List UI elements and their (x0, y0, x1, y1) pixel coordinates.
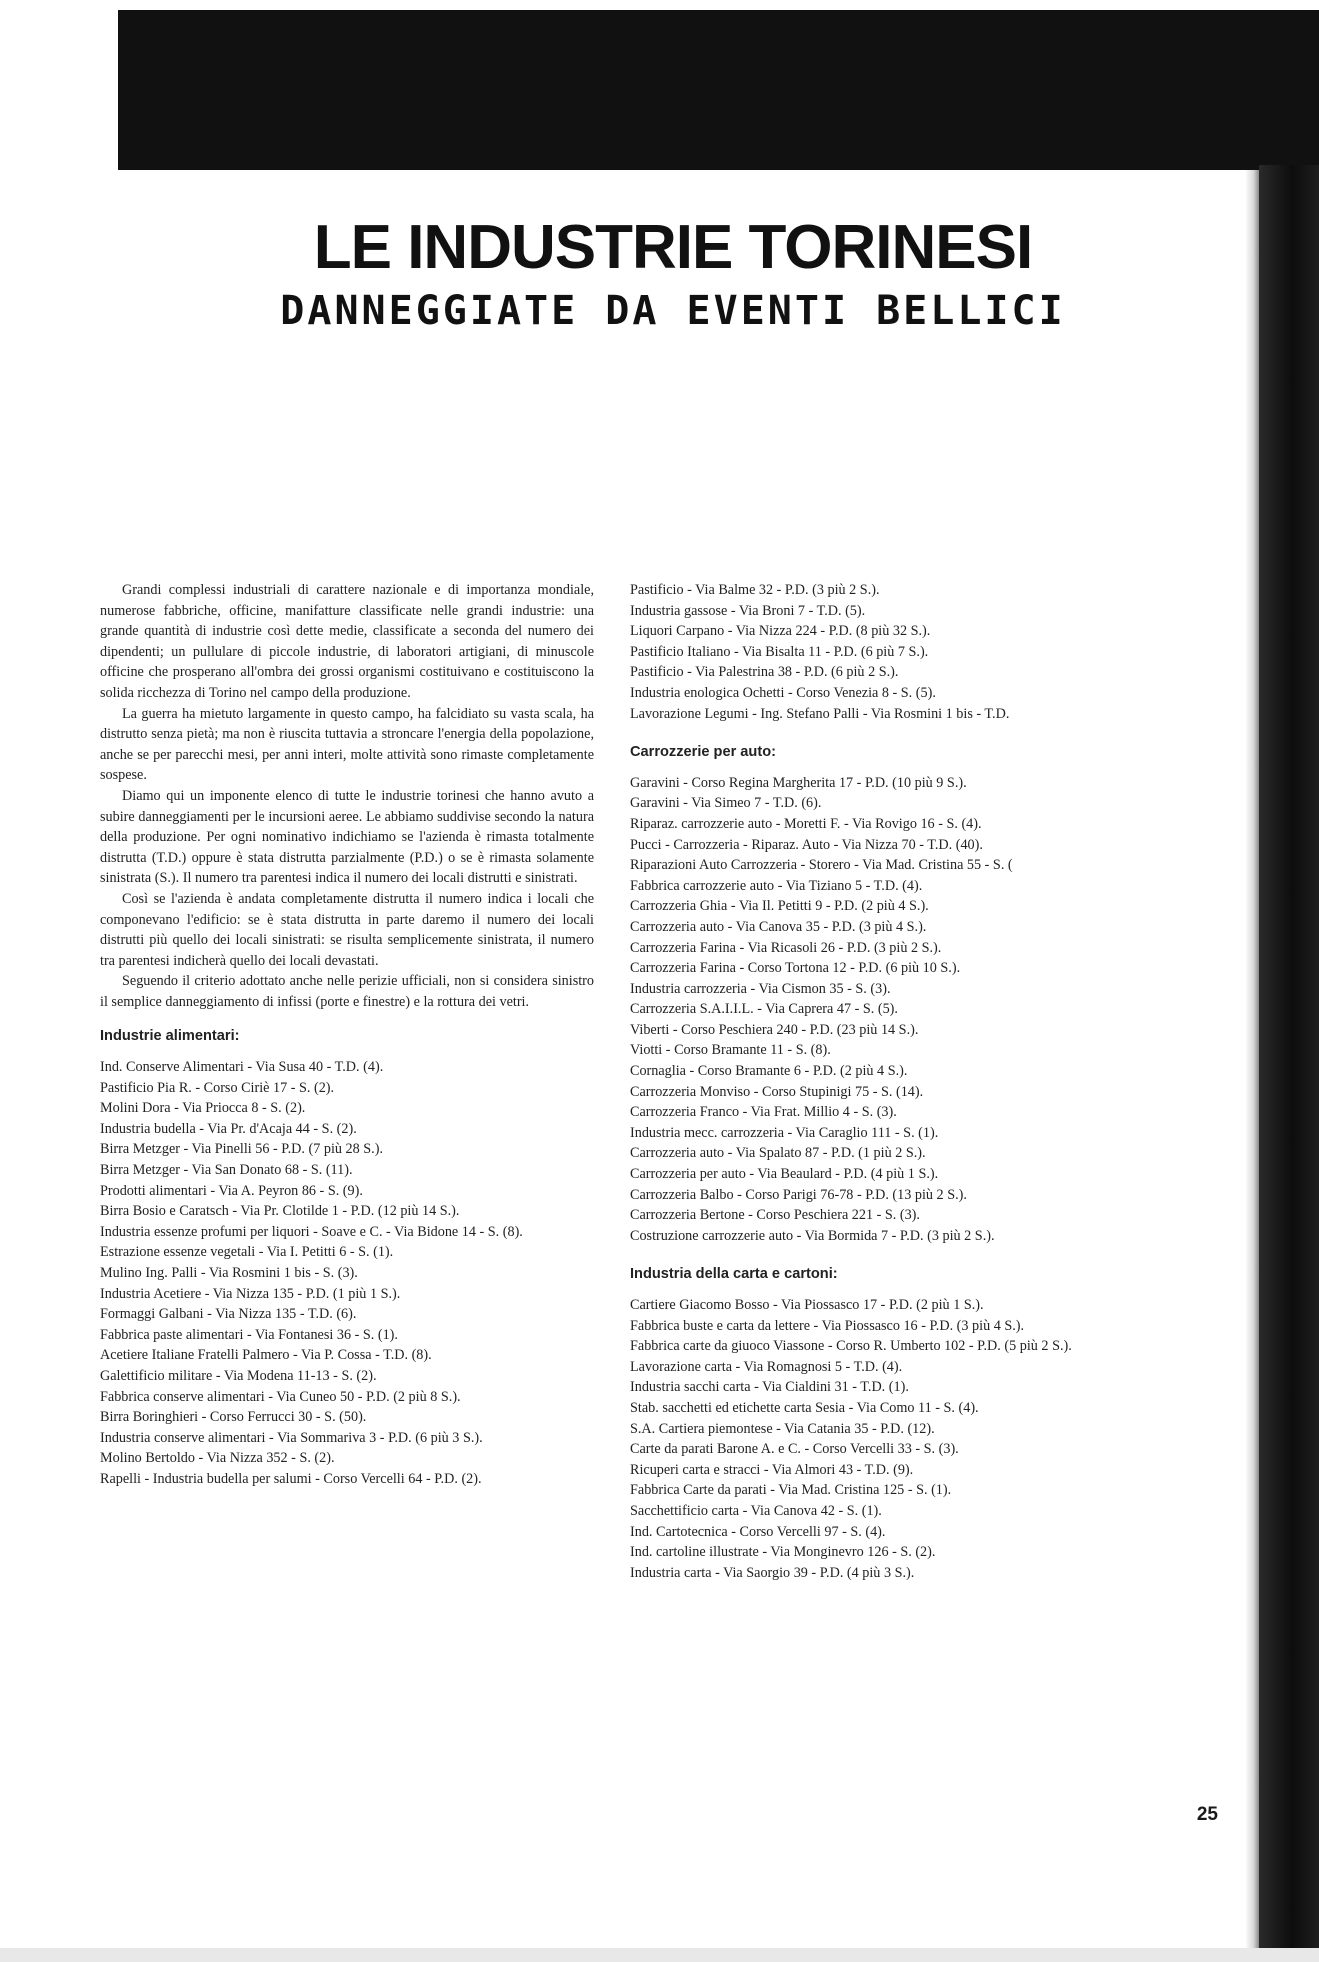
list-item: Ind. cartoline illustrate - Via Monginevro 126 - S. (2). (630, 1544, 936, 1561)
list-item: Riparazioni Auto Carrozzeria - Storero - Via Mad. Cristina 55 - S. ( (630, 857, 1013, 874)
list-item: Carrozzeria Ghia - Via Il. Petitti 9 - P.D. (2 più 4 S.). (630, 898, 929, 915)
list-item: Stab. sacchetti ed etichette carta Sesia - Via Como 11 - S. (4). (630, 1399, 979, 1416)
entry-list (630, 1295, 1125, 1583)
top-dark-band (0, 0, 1319, 170)
list-item: Carrozzeria per auto - Via Beaulard - P.D. (4 più 1 S.). (630, 1166, 939, 1183)
section-heading: Carrozzerie per auto: (630, 744, 776, 761)
list-item: S.A. Cartiera piemontese - Via Catania 35 - P.D. (12). (630, 1420, 935, 1437)
list-item: Birra Metzger - Via Pinelli 56 - P.D. (7 più 28 S.). (100, 1141, 383, 1158)
list-item: Viberti - Corso Peschiera 240 - P.D. (23 più 14 S.). (630, 1021, 919, 1038)
list-item: Industria gassose - Via Broni 7 - T.D. (5). (630, 602, 866, 619)
list-item: Lavorazione carta - Via Romagnosi 5 - T.D. (4). (630, 1358, 903, 1375)
section-heading: Industria della carta e cartoni: (630, 1266, 838, 1283)
list-item: Industria mecc. carrozzeria - Via Caraglio 111 - S. (1). (630, 1124, 939, 1141)
list-item: Industria carrozzeria - Via Cismon 35 - S. (3). (630, 980, 891, 997)
list-item: Garavini - Corso Regina Margherita 17 - P.D. (10 più 9 S.). (630, 774, 967, 791)
page-title: LE INDUSTRIE TORINESI (313, 213, 1033, 282)
entry-list (630, 773, 1125, 1247)
list-item: Ricuperi carta e stracci - Via Almori 43 - T.D. (9). (630, 1461, 914, 1478)
list-item: Carrozzeria Bertone - Corso Peschiera 221 - S. (3). (630, 1207, 920, 1224)
list-item: Riparaz. carrozzerie auto - Moretti F. - Via Rovigo 16 - S. (4). (630, 815, 982, 832)
list-item: Cartiere Giacomo Bosso - Via Piossasco 17 - P.D. (2 più 1 S.). (630, 1297, 984, 1313)
list-item: Fabbrica carte da giuoco Viassone - Corso R. Umberto 102 - P.D. (5 più 2 S.). (630, 1338, 1072, 1355)
top-paper-edge (0, 0, 1319, 10)
page-binding-shadow (1245, 170, 1259, 1962)
list-item: Industria carta - Via Saorgio 39 - P.D. (4 più 3 S.). (630, 1564, 915, 1581)
list-item: Formaggi Galbani - Via Nizza 135 - T.D. (6). (100, 1306, 357, 1323)
list-item: Carrozzeria auto - Via Canova 35 - P.D. (3 più 4 S.). (630, 918, 927, 935)
list-item: Prodotti alimentari - Via A. Peyron 86 - S. (9). (100, 1182, 363, 1199)
list-item: Birra Boringhieri - Corso Ferrucci 30 - S. (50). (100, 1409, 367, 1426)
list-item: Mulino Ing. Palli - Via Rosmini 1 bis - S. (3). (100, 1265, 358, 1281)
list-item: Ind. Cartotecnica - Corso Vercelli 97 - S. (4). (630, 1523, 886, 1540)
list-item: Pastificio - Via Balme 32 - P.D. (3 più 2 S.). (630, 582, 880, 598)
list-item: Carrozzeria Franco - Via Frat. Millio 4 - S. (3). (630, 1104, 897, 1121)
list-item: Industria Acetiere - Via Nizza 135 - P.D. (1 più 1 S.). (100, 1285, 401, 1302)
intro-paragraph: Diamo qui un imponente elenco di tutte le industrie torinesi che hanno avuto a subire danneggiamenti per le incursioni aeree. Le abbiamo suddivise secondo la natura della produzione. Per ogni nominativo indichiamo se l'azienda è rimasta totalmente distrutta (T.D.) oppure è stata distrutta parzialmente (P.D.) o se è rimasta solamente sinistrata (S.). Il numero tra parentesi indica il numero dei locali distrutti e sinistrati. (100, 787, 594, 887)
list-item: Pastificio Italiano - Via Bisalta 11 - P.D. (6 più 7 S.). (630, 643, 929, 660)
list-item: Birra Metzger - Via San Donato 68 - S. (11). (100, 1162, 353, 1179)
list-item: Pastificio - Via Palestrina 38 - P.D. (6 più 2 S.). (630, 664, 899, 681)
list-item: Carrozzeria Balbo - Corso Parigi 76-78 - P.D. (13 più 2 S.). (630, 1186, 967, 1203)
list-item: Carrozzeria Farina - Corso Tortona 12 - P.D. (6 più 10 S.). (630, 960, 961, 977)
list-item: Fabbrica conserve alimentari - Via Cuneo 50 - P.D. (2 più 8 S.). (100, 1388, 461, 1405)
entry-list (630, 580, 1125, 724)
bottom-paper-edge (0, 1948, 1319, 1962)
list-item: Fabbrica carrozzerie auto - Via Tiziano 5 - T.D. (4). (630, 877, 923, 894)
list-item: Acetiere Italiane Fratelli Palmero - Via P. Cossa - T.D. (8). (100, 1347, 432, 1364)
list-item: Carte da parati Barone A. e C. - Corso Vercelli 33 - S. (3). (630, 1441, 959, 1458)
list-item: Pastificio Pia R. - Corso Ciriè 17 - S. (2). (100, 1079, 335, 1096)
list-item: Carrozzeria S.A.I.I.L. - Via Caprera 47 - S. (5). (630, 1001, 898, 1018)
list-item: Liquori Carpano - Via Nizza 224 - P.D. (8 più 32 S.). (630, 623, 931, 640)
list-item: Carrozzeria Monviso - Corso Stupinigi 75 - S. (14). (630, 1083, 924, 1100)
list-item: Industria sacchi carta - Via Cialdini 31 - T.D. (1). (630, 1379, 909, 1396)
list-item: Molini Dora - Via Priocca 8 - S. (2). (100, 1100, 306, 1117)
list-item: Sacchettificio carta - Via Canova 42 - S. (1). (630, 1502, 882, 1519)
page-subtitle: DANNEGGIATE DA EVENTI BELLICI (280, 288, 1066, 334)
list-item: Industria conserve alimentari - Via Sommariva 3 - P.D. (6 più 3 S.). (100, 1429, 483, 1446)
page-number: 25 (1196, 1804, 1218, 1825)
intro-paragraph: La guerra ha mietuto largamente in questo campo, ha falcidiato su vasta scala, ha distrutto senza pietà; ma non è riuscita tuttavia a stroncare l'energia della popolazione, anche se per parecchi mesi, per anni interi, molte attività sono rimaste completamente sospese. (100, 705, 594, 784)
list-item: Costruzione carrozzerie auto - Via Bormida 7 - P.D. (3 più 2 S.). (630, 1227, 995, 1244)
list-item: Birra Bosio e Caratsch - Via Pr. Clotilde 1 - P.D. (12 più 14 S.). (100, 1203, 460, 1220)
list-item: Molino Bertoldo - Via Nizza 352 - S. (2). (100, 1450, 335, 1467)
list-item: Industria enologica Ochetti - Corso Venezia 8 - S. (5). (630, 684, 936, 701)
intro-paragraph: Seguendo il criterio adottato anche nelle perizie ufficiali, non si considera sinistro il semplice danneggiamento di infissi (porte e finestre) e la rottura dei vetri. (100, 973, 594, 1010)
section-heading: Industrie alimentari: (100, 1028, 240, 1045)
list-item: Fabbrica Carte da parati - Via Mad. Cristina 125 - S. (1). (630, 1482, 952, 1499)
list-item: Rapelli - Industria budella per salumi - Corso Vercelli 64 - P.D. (2). (100, 1470, 482, 1487)
entry-list (100, 1057, 594, 1489)
list-item: Pucci - Carrozzeria - Riparaz. Auto - Via Nizza 70 - T.D. (40). (630, 836, 983, 853)
list-item: Industria essenze profumi per liquori - Soave e C. - Via Bidone 14 - S. (8). (100, 1223, 523, 1240)
list-item: Lavorazione Legumi - Ing. Stefano Palli - Via Rosmini 1 bis - T.D. (630, 705, 1010, 722)
list-item: Ind. Conserve Alimentari - Via Susa 40 - T.D. (4). (100, 1059, 384, 1076)
list-item: Viotti - Corso Bramante 11 - S. (8). (630, 1042, 831, 1059)
document-page (100, 170, 1246, 1950)
book-spine-edge (1259, 165, 1319, 1962)
left-column (100, 580, 594, 1490)
list-item: Industria budella - Via Pr. d'Acaja 44 - S. (2). (100, 1120, 357, 1137)
list-item: Fabbrica buste e carta da lettere - Via Piossasco 16 - P.D. (3 più 4 S.). (630, 1317, 1025, 1334)
list-item: Garavini - Via Simeo 7 - T.D. (6). (630, 795, 822, 812)
top-left-paper-notch (0, 0, 118, 170)
right-column (630, 580, 1125, 1583)
list-item: Cornaglia - Corso Bramante 6 - P.D. (2 più 4 S.). (630, 1063, 908, 1080)
list-item: Carrozzeria Farina - Via Ricasoli 26 - P.D. (3 più 2 S.). (630, 939, 942, 956)
list-item: Galettificio militare - Via Modena 11-13 - S. (2). (100, 1367, 377, 1384)
list-item: Carrozzeria auto - Via Spalato 87 - P.D. (1 più 2 S.). (630, 1145, 926, 1162)
intro-paragraph: Grandi complessi industriali di carattere nazionale e di importanza mondiale, numerose fabbriche, officine, manifatture classificate nelle grandi industrie: una grande quantità di industrie così dette medie, classificate a seconda del numero dei dipendenti; un pullulare di piccole industrie, di laboratori artigiani, di minuscole officine che prosperano all'ombra dei grossi organismi costituivano e costituiscono la solida ricchezza di Torino nel campo della produzione. (100, 582, 594, 701)
list-item: Estrazione essenze vegetali - Via I. Petitti 6 - S. (1). (100, 1244, 394, 1261)
list-item: Fabbrica paste alimentari - Via Fontanesi 36 - S. (1). (100, 1326, 398, 1343)
intro-paragraph: Così se l'azienda è andata completamente distrutta il numero indica i locali che componevano l'edificio: se è stata distrutta in parte daremo il numero dei locali distrutti più quello dei locali sinistrati: se risulta semplicemente sinistrata, il numero tra parentesi indicherà quello dei locali devastati. (100, 890, 594, 969)
